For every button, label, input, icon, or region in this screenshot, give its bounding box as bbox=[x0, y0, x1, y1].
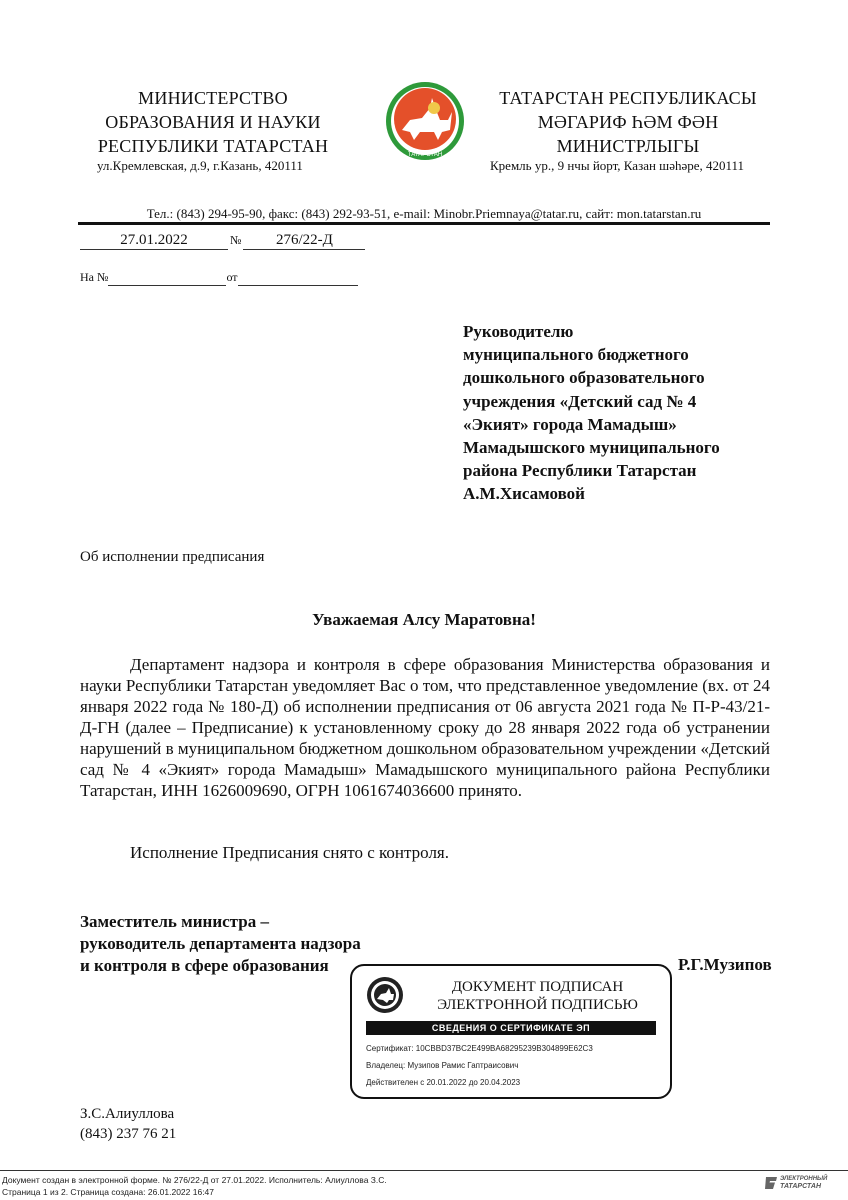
certificate-id: Сертификат: 10CBBD37BC2E499BA68295239B304899E62C3 bbox=[366, 1044, 593, 1053]
e-signature-stamp bbox=[350, 964, 672, 1099]
ref-label: На № bbox=[80, 270, 109, 284]
logo-text: ЭЛЕКТРОННЫЙ bbox=[780, 1176, 828, 1182]
e-tatarstan-logo bbox=[764, 1176, 827, 1190]
certificate-bar: СВЕДЕНИЯ О СЕРТИФИКАТЕ ЭП bbox=[366, 1021, 656, 1035]
stamp-title-line: ДОКУМЕНТ ПОДПИСАН bbox=[451, 979, 624, 995]
addressee-line: «Экият» города Мамадыш» bbox=[463, 414, 677, 434]
footer-line: Документ создан в электронной форме. № 276/22-Д от 27.01.2022. Исполнитель: Алиуллова З.С. bbox=[2, 1175, 387, 1185]
subject-line: Об исполнении предписания bbox=[80, 549, 265, 565]
executor-phone: (843) 237 76 21 bbox=[80, 1126, 177, 1142]
logo-text: ТАТАРСТАН bbox=[780, 1183, 821, 1190]
greeting: Уважаемая Алсу Маратовна! bbox=[312, 610, 536, 629]
addressee-block bbox=[463, 320, 720, 506]
no-label: № bbox=[230, 233, 242, 247]
reg-number: 276/22-Д bbox=[243, 232, 365, 250]
addressee-line: муниципального бюджетного bbox=[463, 345, 689, 365]
signatory-title-line: Заместитель министра – bbox=[80, 912, 269, 931]
contacts-line: Тел.: (843) 294-95-90, факс: (843) 292-93-51, e-mail: Minobr.Priemnaya@tatar.ru, сайт: mon.tatarstan.ru bbox=[146, 206, 702, 221]
executor-block bbox=[80, 1104, 176, 1144]
ministry-name-tt bbox=[482, 86, 774, 158]
header-rule bbox=[78, 222, 770, 225]
ministry-line: МИНИСТЕРСТВО bbox=[138, 88, 288, 108]
footer-rule bbox=[0, 1170, 848, 1171]
address-tt: Кремль ур., 9 нчы йорт, Казан шәһәре, 420111 bbox=[490, 158, 745, 173]
address-ru: ул.Кремлевская, д.9, г.Казань, 420111 bbox=[97, 158, 303, 173]
ministry-name-ru bbox=[70, 86, 356, 158]
signatory-title-line: руководитель департамента надзора bbox=[80, 934, 361, 953]
emblem-icon bbox=[366, 976, 404, 1019]
signatory-title-line: и контроля в сфере образования bbox=[80, 956, 329, 975]
addressee-line: А.М.Хисамовой bbox=[463, 484, 585, 504]
certificate-owner: Владелец: Музипов Рамис Гаптраисович bbox=[366, 1061, 519, 1070]
ministry-line: РЕСПУБЛИКИ ТАТАРСТАН bbox=[97, 136, 329, 156]
body-paragraph: Департамент надзора и контроля в сфере образования Министерства образования и науки Республики Татарстан уведомляет Вас о том, что представленное уведомление (вх. от 24 января 2022 года № 180-Д) об исполнении предписания от 06 августа 2021 года № П-Р-43/21-Д-ГН (далее – Предписание) к установленному сроку до 28 января 2022 года об устранении нарушений в муниципальном бюджетном дошкольном образовательном учреждении «Детский сад № 4 «Экият» города Мамадыш» Мамадышского муниципального района Республики Татарстан, ИНН 1626009690, ОГРН 1061674036600 принято. bbox=[80, 655, 770, 800]
ministry-line: ОБРАЗОВАНИЯ И НАУКИ bbox=[105, 112, 321, 132]
addressee-line: Мамадышского муниципального bbox=[463, 438, 720, 458]
ministry-line: МӘГАРИФ ҺӘМ ФӘН bbox=[537, 112, 719, 132]
executor-name: З.С.Алиуллова bbox=[80, 1106, 175, 1122]
ref-from-label: от bbox=[226, 270, 238, 284]
ministry-line: МИНИСТРЛЫГЫ bbox=[556, 136, 700, 156]
addressee-line: учреждения «Детский сад № 4 bbox=[463, 391, 697, 411]
certificate-validity: Действителен с 20.01.2022 до 20.04.2023 bbox=[366, 1078, 521, 1087]
body-paragraph: Исполнение Предписания снято с контроля. bbox=[130, 843, 449, 862]
reg-date: 27.01.2022 bbox=[80, 232, 228, 250]
stamp-title-line: ЭЛЕКТРОННОЙ ПОДПИСЬЮ bbox=[437, 997, 638, 1013]
signatory-name: Р.Г.Музипов bbox=[678, 955, 772, 974]
addressee-line: Руководителю bbox=[463, 322, 574, 341]
addressee-line: дошкольного образовательного bbox=[463, 368, 705, 388]
footer-text bbox=[2, 1174, 387, 1198]
emblem-icon bbox=[380, 80, 470, 167]
footer-line: Страница 1 из 2. Страница создана: 26.01.2022 16:47 bbox=[2, 1187, 215, 1197]
registration-line bbox=[80, 232, 365, 250]
addressee-line: района Республики Татарстан bbox=[463, 461, 697, 481]
emblem-text: ТАТАРСТАН bbox=[407, 152, 443, 158]
ministry-line: ТАТАРСТАН РЕСПУБЛИКАСЫ bbox=[499, 88, 757, 108]
signatory-title bbox=[80, 911, 361, 977]
reference-line bbox=[80, 270, 358, 286]
